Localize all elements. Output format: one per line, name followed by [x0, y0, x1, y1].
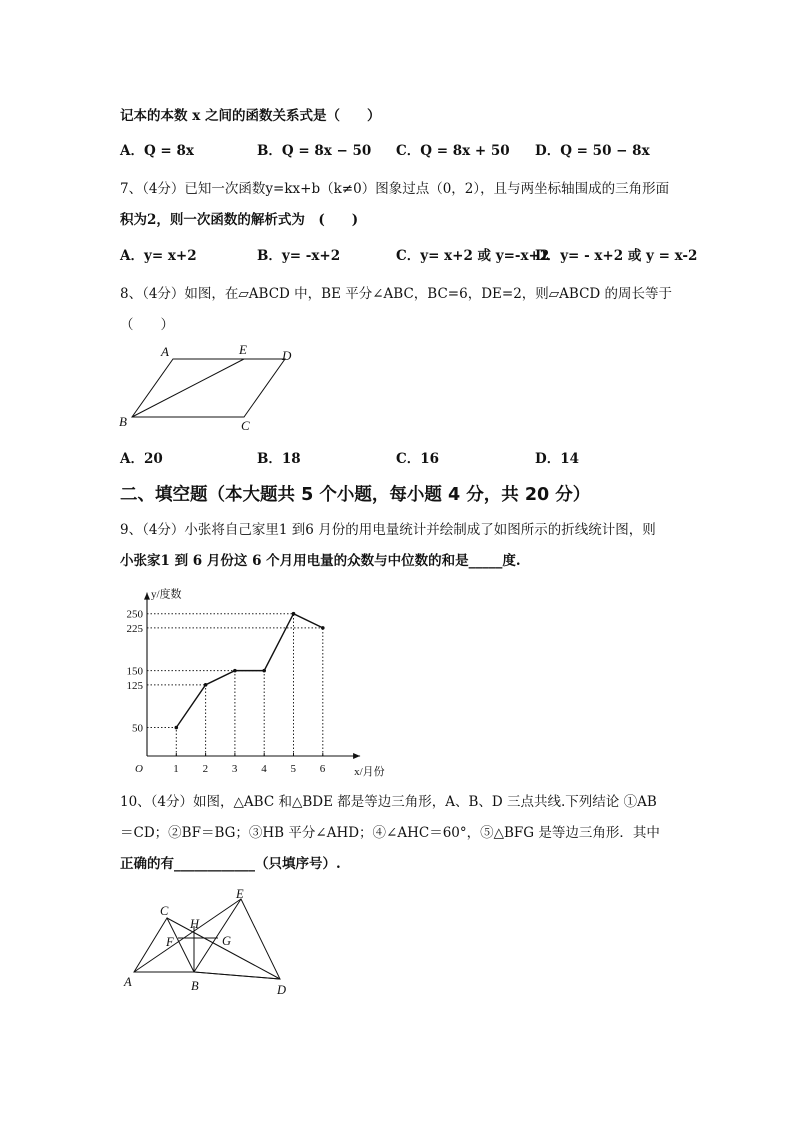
q10-line-2: ＝CD；②BF＝BG；③HB 平分∠AHD；④∠AHC＝60°，⑤△BFG 是等边三角形．其中: [120, 825, 660, 841]
x-tick-label: 1: [173, 763, 179, 775]
data-point: [292, 612, 296, 616]
y-axis-arrow: [144, 593, 150, 600]
segment-bd: [194, 972, 280, 979]
x-tick-label: 4: [261, 763, 267, 775]
q7-option-a: A．y= x+2: [120, 248, 197, 264]
x-axis-label: x/月份: [354, 766, 385, 778]
x-tick-label: 6: [319, 763, 326, 775]
q6-option-c: C．Q = 8x + 50: [396, 143, 510, 159]
triangles-figure: [112, 886, 312, 998]
segment-be: [132, 359, 244, 417]
y-tick-label: 250: [126, 608, 143, 621]
label-b: B: [119, 414, 127, 429]
q6-stem-end: 记本的本数 x 之间的函数关系式是（ ）: [120, 108, 381, 124]
q6-option-b: B．Q = 8x − 50: [257, 143, 372, 159]
q8-line-1: 8、（4分）如图，在▱ABCD 中，BE 平分∠ABC，BC=6，DE=2，则▱ABCD 的周长等于: [120, 286, 673, 302]
label-c: C: [241, 418, 250, 433]
x-axis-arrow: [353, 753, 360, 759]
data-point: [262, 669, 266, 673]
label-a: A: [161, 344, 169, 359]
segment-cd: [167, 918, 280, 979]
y-tick-label: 150: [126, 665, 143, 678]
label-b: B: [191, 979, 199, 993]
data-point: [233, 669, 237, 673]
label-a: A: [124, 975, 132, 989]
label-c: C: [160, 904, 169, 918]
series-line: [176, 614, 322, 728]
q10-line-3: 正确的有____________（只填序号）.: [120, 856, 341, 872]
q8-option-b: B．18: [257, 451, 301, 467]
y-axis-label: y/度数: [151, 588, 182, 601]
label-e: E: [239, 342, 247, 357]
q8-line-2: （ ）: [120, 317, 174, 333]
origin-label: O: [135, 763, 143, 775]
label-d: D: [277, 983, 287, 997]
q9-line-2: 小张家1 到 6 月份这 6 个月用电量的众数与中位数的和是_____度.: [120, 553, 521, 569]
x-tick-label: 5: [290, 763, 296, 775]
q6-option-d: D．Q = 50 − 8x: [535, 143, 650, 159]
q7-option-b: B．y= -x+2: [257, 248, 341, 264]
y-tick-label: 225: [126, 622, 143, 635]
data-point: [321, 626, 325, 630]
label-d: D: [282, 348, 292, 363]
section-title: 二、填空题（本大题共 5 个小题，每小题 4 分，共 20 分）: [120, 485, 591, 505]
data-point: [204, 683, 208, 687]
parallelogram-abcd: [132, 359, 285, 417]
q7-line-2: 积为2，则一次函数的解析式为 ( ): [120, 212, 359, 228]
q10-line-1: 10、（4分）如图，△ABC 和△BDE 都是等边三角形，A、B、D 三点共线.下列结论 ①AB: [120, 794, 657, 810]
q6-option-a: A．Q = 8x: [120, 143, 194, 159]
parallelogram-figure: [112, 338, 312, 434]
q8-option-a: A．20: [120, 451, 163, 467]
y-tick-label: 50: [132, 722, 143, 735]
data-point: [175, 726, 179, 730]
line-chart: [110, 578, 390, 778]
triangle-abc: [134, 918, 194, 972]
x-tick-label: 2: [202, 763, 209, 775]
label-g: G: [222, 934, 232, 948]
q8-option-c: C．16: [396, 451, 440, 467]
q7-line-1: 7、（4分）已知一次函数y=kx+b（k≠0）图象过点（0，2），且与两坐标轴围成的三角形面: [120, 181, 670, 197]
label-e: E: [236, 887, 244, 901]
y-tick-label: 125: [126, 679, 143, 692]
q8-option-d: D．14: [535, 451, 579, 467]
q7-option-d: D．y= - x+2 或 y = x-2: [535, 248, 698, 264]
q7-option-c: C．y= x+2 或 y=-x+2: [396, 248, 550, 264]
x-tick-label: 3: [231, 763, 238, 775]
label-f: F: [166, 935, 174, 949]
q9-line-1: 9、（4分）小张将自己家里1 到6 月份的用电量统计并绘制成了如图所示的折线统计图，则: [120, 522, 656, 538]
label-h: H: [190, 917, 200, 931]
